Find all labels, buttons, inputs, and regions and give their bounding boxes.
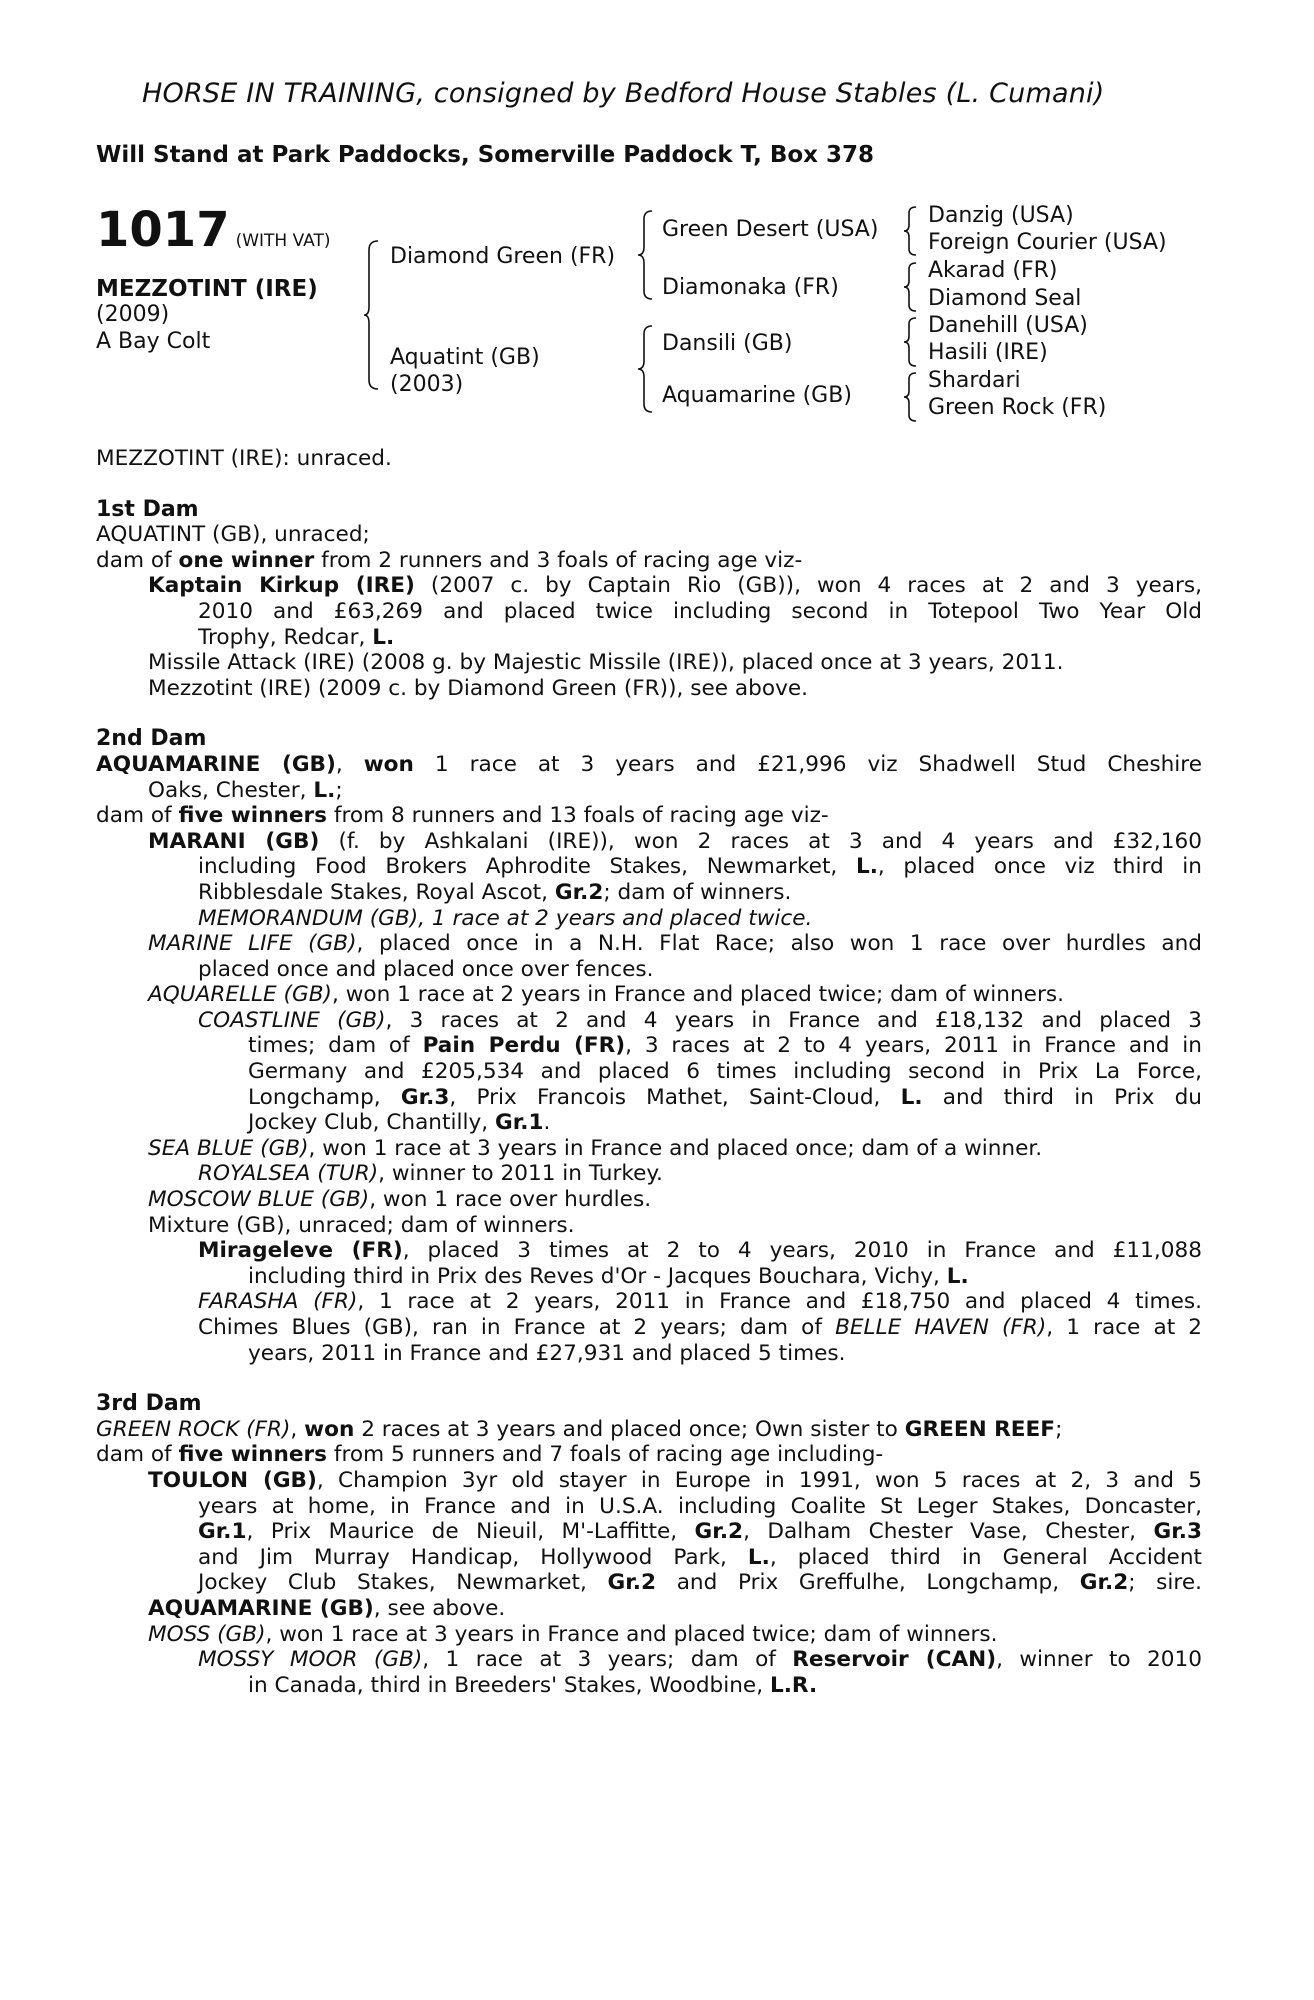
dam-line: Oaks, Chester, L.; — [148, 777, 343, 803]
progeny-line: MOSCOW BLUE (GB), won 1 race over hurdles. — [148, 1187, 652, 1213]
pedigree-brace-ggp1 — [904, 206, 918, 256]
ggp-3: Akarad (FR) — [928, 258, 1058, 283]
progeny-line: Chimes Blues (GB), ran in France at 2 years; dam of BELLE HAVEN (FR), 1 race at 2 — [198, 1315, 1203, 1340]
progeny-line: Kaptain Kirkup (IRE) (2007 c. by Captain Rio (GB)), won 4 races at 2 and 3 years, — [148, 573, 1202, 599]
progeny-line: including Food Brokers Aphrodite Stakes, Newmarket, L., placed once viz third in — [198, 854, 1202, 880]
progeny-line: ROYALSEA (TUR), winner to 2011 in Turkey. — [198, 1161, 663, 1187]
progeny-line: AQUAMARINE (GB), see above. — [148, 1595, 506, 1621]
ggp-4: Diamond Seal — [928, 286, 1082, 311]
progeny-line: Mirageleve (FR), placed 3 times at 2 to 4 years, 2010 in France and £11,088 — [198, 1238, 1202, 1264]
dam-line: AQUAMARINE (GB), won 1 race at 3 years and £21,996 viz Shadwell Stud Cheshire — [96, 751, 1202, 777]
sire: Diamond Green (FR) — [390, 244, 616, 269]
progeny-line: Jockey Club Stakes, Newmarket, Gr.2 and Prix Greffulhe, Longchamp, Gr.2; sire. — [198, 1570, 1202, 1596]
progeny-line: FARASHA (FR), 1 race at 2 years, 2011 in France and £18,750 and placed 4 times. — [198, 1289, 1202, 1315]
pedigree-brace-sire — [638, 210, 654, 300]
vat-label: (WITH VAT) — [235, 231, 331, 251]
horse-name: MEZZOTINT (IRE) — [96, 276, 318, 302]
progeny-line: MOSS (GB), won 1 race at 3 years in France and placed twice; dam of winners. — [148, 1621, 998, 1647]
progeny-line: AQUARELLE (GB), won 1 race at 2 years in France and placed twice; dam of winners. — [148, 982, 1064, 1008]
horse-year: (2009) — [96, 302, 170, 327]
progeny-line: MARINE LIFE (GB), placed once in a N.H. Flat Race; also won 1 race over hurdles and — [148, 931, 1202, 957]
dam: Aquatint (GB) — [390, 345, 540, 370]
dam-line: AQUATINT (GB), unraced; — [96, 522, 370, 548]
ggp-5: Danehill (USA) — [928, 313, 1088, 338]
progeny-line: Gr.1, Prix Maurice de Nieuil, M'-Laffitte, Gr.2, Dalham Chester Vase, Chester, Gr.3 — [198, 1519, 1202, 1545]
progeny-line: Mixture (GB), unraced; dam of winners. — [148, 1212, 575, 1238]
progeny-line: MEMORANDUM (GB), 1 race at 2 years and placed twice. — [198, 905, 813, 931]
pedigree-notes — [96, 446, 1202, 1698]
pedigree-brace-ggp3 — [904, 317, 918, 367]
dam-line: dam of five winners from 8 runners and 13 foals of racing age viz- — [96, 803, 829, 829]
progeny-line: MARANI (GB) (f. by Ashkalani (IRE)), won 2 races at 3 and 4 years and £32,160 — [148, 828, 1202, 854]
ggp-6: Hasili (IRE) — [928, 340, 1048, 365]
lot-header — [96, 202, 331, 258]
ggp-8: Green Rock (FR) — [928, 395, 1107, 420]
dam-dam: Aquamarine (GB) — [662, 383, 852, 408]
progeny-line: Missile Attack (IRE) (2008 g. by Majestic Missile (IRE)), placed once at 3 years, 2011. — [148, 650, 1064, 676]
progeny-line: COASTLINE (GB), 3 races at 2 and 4 years in France and £18,132 and placed 3 — [198, 1007, 1202, 1033]
horse-description: A Bay Colt — [96, 329, 211, 354]
progeny-line: SEA BLUE (GB), won 1 race at 3 years in France and placed once; dam of a winner. — [148, 1135, 1043, 1161]
ggp-1: Danzig (USA) — [928, 203, 1074, 228]
progeny-line: MOSSY MOOR (GB), 1 race at 3 years; dam of Reservoir (CAN), winner to 2010 — [198, 1647, 1202, 1673]
progeny-line: times; dam of Pain Perdu (FR), 3 races at 2 to 4 years, 2011 in France and in — [248, 1033, 1202, 1059]
progeny-line: TOULON (GB), Champion 3yr old stayer in Europe in 1991, won 5 races at 2, 3 and 5 — [148, 1467, 1202, 1493]
progeny-line: placed once and placed once over fences. — [198, 956, 654, 982]
dam-line: dam of one winner from 2 runners and 3 foals of racing age viz- — [96, 547, 803, 573]
progeny-line: including third in Prix des Reves d'Or - Jacques Bouchara, Vichy, L. — [248, 1263, 969, 1289]
progeny-line: in Canada, third in Breeders' Stakes, Woodbine, L.R. — [248, 1672, 818, 1698]
progeny-line: Germany and £205,534 and placed 6 times including second in Prix La Force, — [248, 1059, 1202, 1085]
progeny-line: years, 2011 in France and £27,931 and placed 5 times. — [248, 1340, 846, 1366]
intro-line: MEZZOTINT (IRE): unraced. — [96, 446, 392, 471]
second-dam-heading: 2nd Dam — [96, 726, 207, 752]
ggp-2: Foreign Courier (USA) — [928, 230, 1167, 255]
sire-sire: Green Desert (USA) — [662, 217, 879, 242]
progeny-line: Mezzotint (IRE) (2009 c. by Diamond Green (FR)), see above. — [148, 675, 809, 701]
dam-line: dam of five winners from 5 runners and 7 foals of racing age including- — [96, 1442, 884, 1468]
lot-number: 1017 — [96, 202, 230, 258]
pedigree-brace-ggp2 — [904, 262, 918, 312]
sire-dam: Diamonaka (FR) — [662, 275, 839, 300]
progeny-line: Longchamp, Gr.3, Prix Francois Mathet, Saint-Cloud, L. and third in Prix du — [248, 1084, 1202, 1110]
ggp-7: Shardari — [928, 368, 1021, 393]
pedigree-brace-dam — [638, 325, 654, 413]
progeny-line: and Jim Murray Handicap, Hollywood Park, L., placed third in General Accident — [198, 1544, 1202, 1570]
progeny-line: 2010 and £63,269 and placed twice including second in Totepool Two Year Old — [198, 598, 1202, 624]
third-dam-heading: 3rd Dam — [96, 1391, 202, 1417]
pedigree-brace-ggp4 — [904, 372, 918, 422]
first-dam-heading: 1st Dam — [96, 496, 199, 522]
progeny-line: Trophy, Redcar, L. — [198, 624, 395, 650]
page-title: HORSE IN TRAINING, consigned by Bedford House Stables (L. Cumani) — [142, 78, 1105, 109]
progeny-line: years at home, in France and in U.S.A. including Coalite St Leger Stakes, Doncaster, — [198, 1493, 1202, 1519]
dam-year: (2003) — [390, 372, 464, 397]
progeny-line: Jockey Club, Chantilly, Gr.1. — [248, 1110, 551, 1136]
pedigree-brace-main — [364, 240, 380, 390]
location-line: Will Stand at Park Paddocks, Somerville Paddock T, Box 378 — [96, 142, 875, 168]
progeny-line: Ribblesdale Stakes, Royal Ascot, Gr.2; dam of winners. — [198, 879, 792, 905]
dam-line: GREEN ROCK (FR), won 2 races at 3 years and placed once; Own sister to GREEN REEF; — [96, 1416, 1063, 1442]
dam-sire: Dansili (GB) — [662, 331, 793, 356]
